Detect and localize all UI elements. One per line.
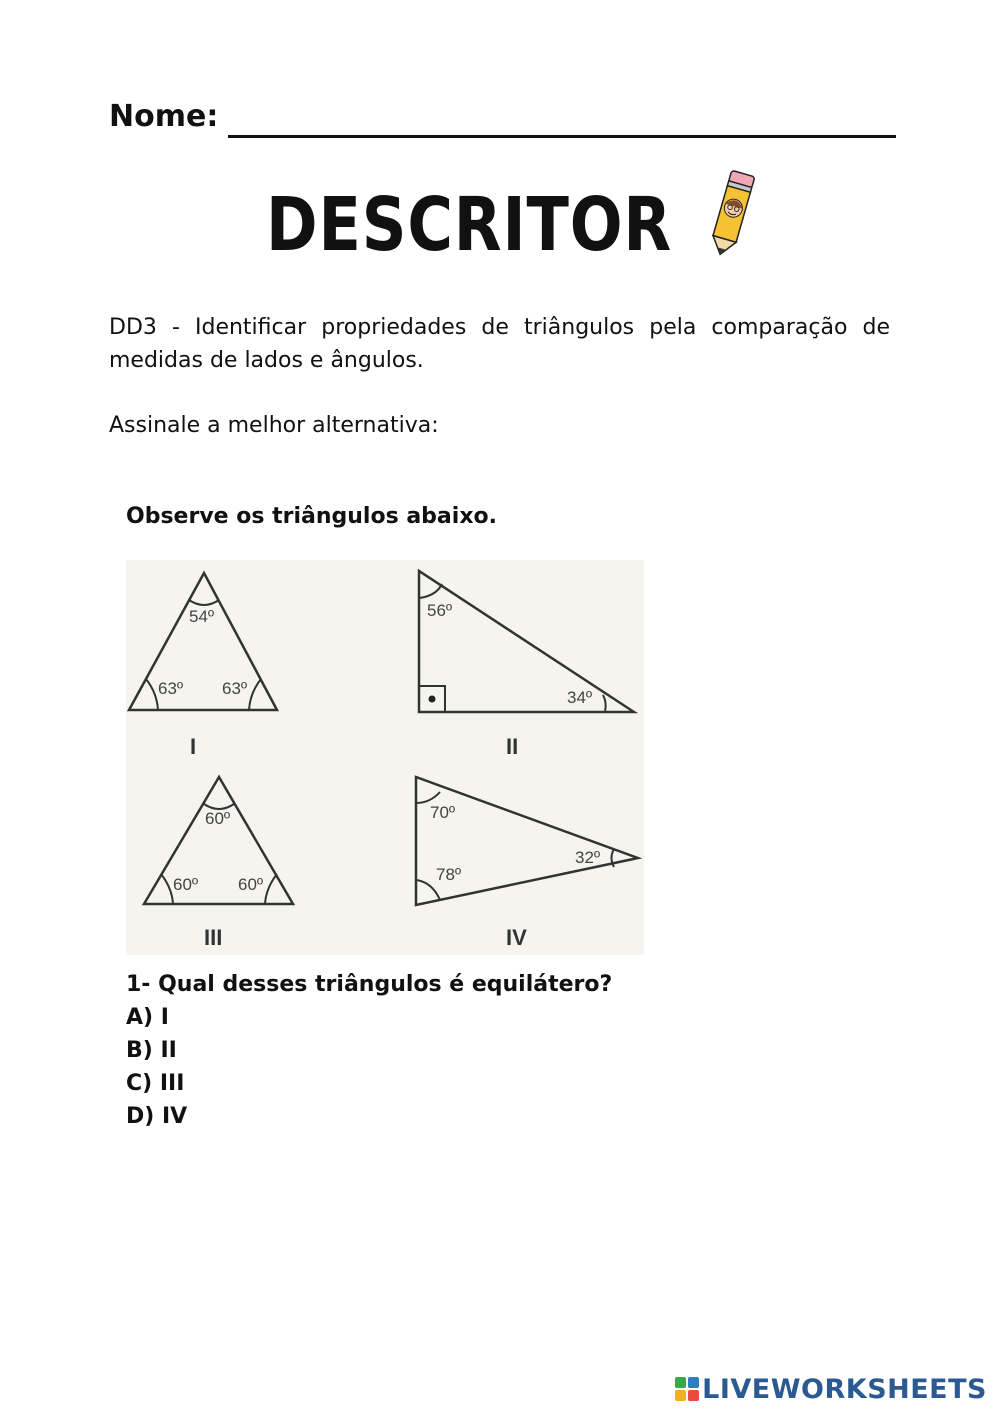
descriptor-text: DD3 - Identificar propriedades de triângulos pela comparação de medidas de lados e ângulos.	[109, 315, 890, 373]
triangle-iv-angle-top: 70º	[430, 803, 456, 822]
descritor-title: DESCRITOR	[266, 182, 673, 268]
name-field[interactable]	[228, 124, 896, 128]
triangle-ii-angle-top: 56º	[427, 601, 453, 620]
triangle-iii-angle-top: 60º	[205, 809, 231, 828]
triangle-i-angle-left: 63º	[158, 679, 184, 698]
liveworksheets-logo-icon	[674, 1376, 700, 1402]
liveworksheets-logo	[674, 1373, 987, 1405]
triangle-iv-angle-right: 32º	[575, 848, 601, 867]
option-d[interactable]: D) IV	[126, 1104, 188, 1129]
question-prompt: 1- Qual desses triângulos é equilátero?	[126, 972, 613, 997]
option-c[interactable]: C) III	[126, 1071, 185, 1096]
triangle-i-angle-top: 54º	[189, 607, 215, 626]
instruction-text: Assinale a melhor alternativa:	[109, 413, 439, 438]
triangle-iii-angle-left: 60º	[173, 875, 199, 894]
triangle-iv	[416, 777, 638, 950]
triangle-iv-label: IV	[506, 925, 527, 950]
liveworksheets-logo-text: LIVEWORKSHEETS	[702, 1373, 987, 1405]
option-a[interactable]: A) I	[126, 1005, 169, 1030]
descritor-banner	[262, 168, 762, 280]
name-row	[109, 98, 896, 136]
triangle-iii-angle-right: 60º	[238, 875, 264, 894]
triangle-ii	[419, 571, 634, 759]
triangle-iii-label: III	[204, 925, 223, 950]
triangle-iv-angle-bottom: 78º	[436, 865, 462, 884]
observe-heading: Observe os triângulos abaixo.	[126, 504, 497, 529]
pencil-icon	[702, 168, 762, 258]
triangles-figure	[126, 560, 644, 955]
triangle-i	[129, 573, 277, 759]
triangle-i-angle-right: 63º	[222, 679, 248, 698]
triangle-ii-label: II	[506, 734, 519, 759]
name-label: Nome:	[109, 99, 219, 134]
triangle-i-label: I	[190, 734, 197, 759]
triangle-iii	[144, 777, 293, 950]
triangle-ii-angle-right: 34º	[567, 688, 593, 707]
option-b[interactable]: B) II	[126, 1038, 177, 1063]
question-block	[126, 968, 612, 1133]
